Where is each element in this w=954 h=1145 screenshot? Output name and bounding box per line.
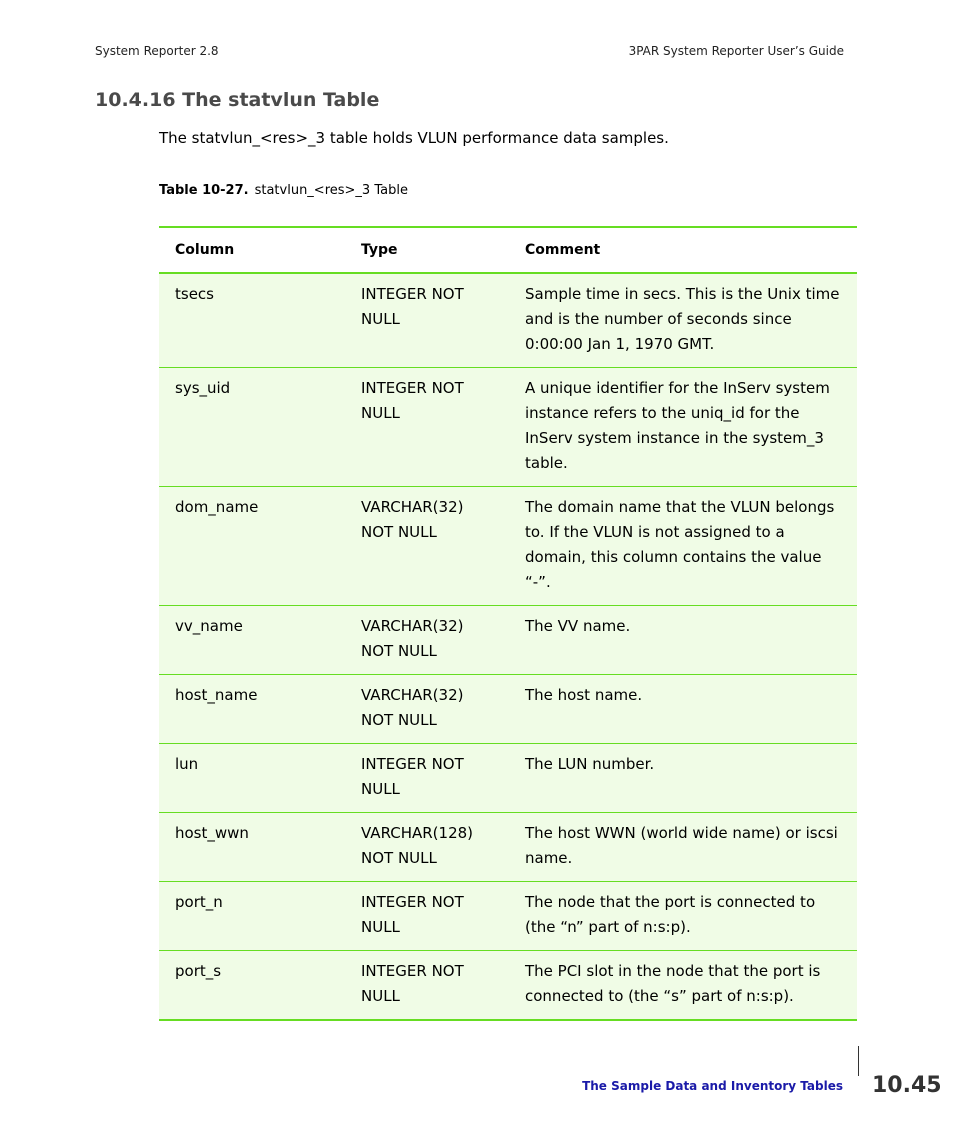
cell-type: INTEGER NOT NULL — [345, 882, 509, 951]
table-row — [159, 606, 857, 675]
statvlun-table — [159, 226, 857, 1021]
cell-comment: The domain name that the VLUN belongs to. If the VLUN is not assigned to a domain, this column contains the value “-”. — [509, 487, 857, 606]
table-row — [159, 487, 857, 606]
cell-type: VARCHAR(32) NOT NULL — [345, 487, 509, 606]
cell-comment: The LUN number. — [509, 744, 857, 813]
cell-comment: The host WWN (world wide name) or iscsi name. — [509, 813, 857, 882]
section-title: 10.4.16 The statvlun Table — [95, 89, 380, 111]
cell-comment: The host name. — [509, 675, 857, 744]
cell-type: INTEGER NOT NULL — [345, 951, 509, 1021]
cell-column: port_n — [159, 882, 345, 951]
cell-comment: The node that the port is connected to (the “n” part of n:s:p). — [509, 882, 857, 951]
table-caption — [159, 183, 408, 198]
header-type: Type — [345, 227, 509, 273]
page-number: 10.45 — [872, 1073, 942, 1098]
cell-type: VARCHAR(32) NOT NULL — [345, 606, 509, 675]
cell-type: VARCHAR(128) NOT NULL — [345, 813, 509, 882]
cell-column: host_name — [159, 675, 345, 744]
header-column: Column — [159, 227, 345, 273]
table-row — [159, 273, 857, 368]
running-header-right: 3PAR System Reporter User’s Guide — [628, 44, 844, 58]
table-row — [159, 951, 857, 1021]
cell-comment: The VV name. — [509, 606, 857, 675]
cell-column: lun — [159, 744, 345, 813]
table-caption-text: statvlun_<res>_3 Table — [254, 183, 408, 198]
cell-type: INTEGER NOT NULL — [345, 368, 509, 487]
cell-column: sys_uid — [159, 368, 345, 487]
table-row — [159, 675, 857, 744]
cell-type: INTEGER NOT NULL — [345, 744, 509, 813]
running-header-left: System Reporter 2.8 — [95, 44, 219, 58]
cell-comment: A unique identifier for the InServ system instance refers to the uniq_id for the InServ system instance in the system_3 table. — [509, 368, 857, 487]
table-row — [159, 882, 857, 951]
header-comment: Comment — [509, 227, 857, 273]
table-header-row — [159, 227, 857, 273]
footer-chapter-title: The Sample Data and Inventory Tables — [582, 1079, 843, 1093]
cell-column: dom_name — [159, 487, 345, 606]
cell-column: tsecs — [159, 273, 345, 368]
cell-type: VARCHAR(32) NOT NULL — [345, 675, 509, 744]
cell-column: port_s — [159, 951, 345, 1021]
cell-comment: The PCI slot in the node that the port is connected to (the “s” part of n:s:p). — [509, 951, 857, 1021]
table-row — [159, 813, 857, 882]
table-caption-label: Table 10-27. — [159, 183, 249, 198]
intro-paragraph: The statvlun_<res>_3 table holds VLUN performance data samples. — [159, 129, 669, 147]
footer-divider — [858, 1046, 859, 1076]
cell-comment: Sample time in secs. This is the Unix time and is the number of seconds since 0:00:00 Jan 1, 1970 GMT. — [509, 273, 857, 368]
table-row — [159, 368, 857, 487]
cell-column: host_wwn — [159, 813, 345, 882]
cell-type: INTEGER NOT NULL — [345, 273, 509, 368]
cell-column: vv_name — [159, 606, 345, 675]
table-row — [159, 744, 857, 813]
